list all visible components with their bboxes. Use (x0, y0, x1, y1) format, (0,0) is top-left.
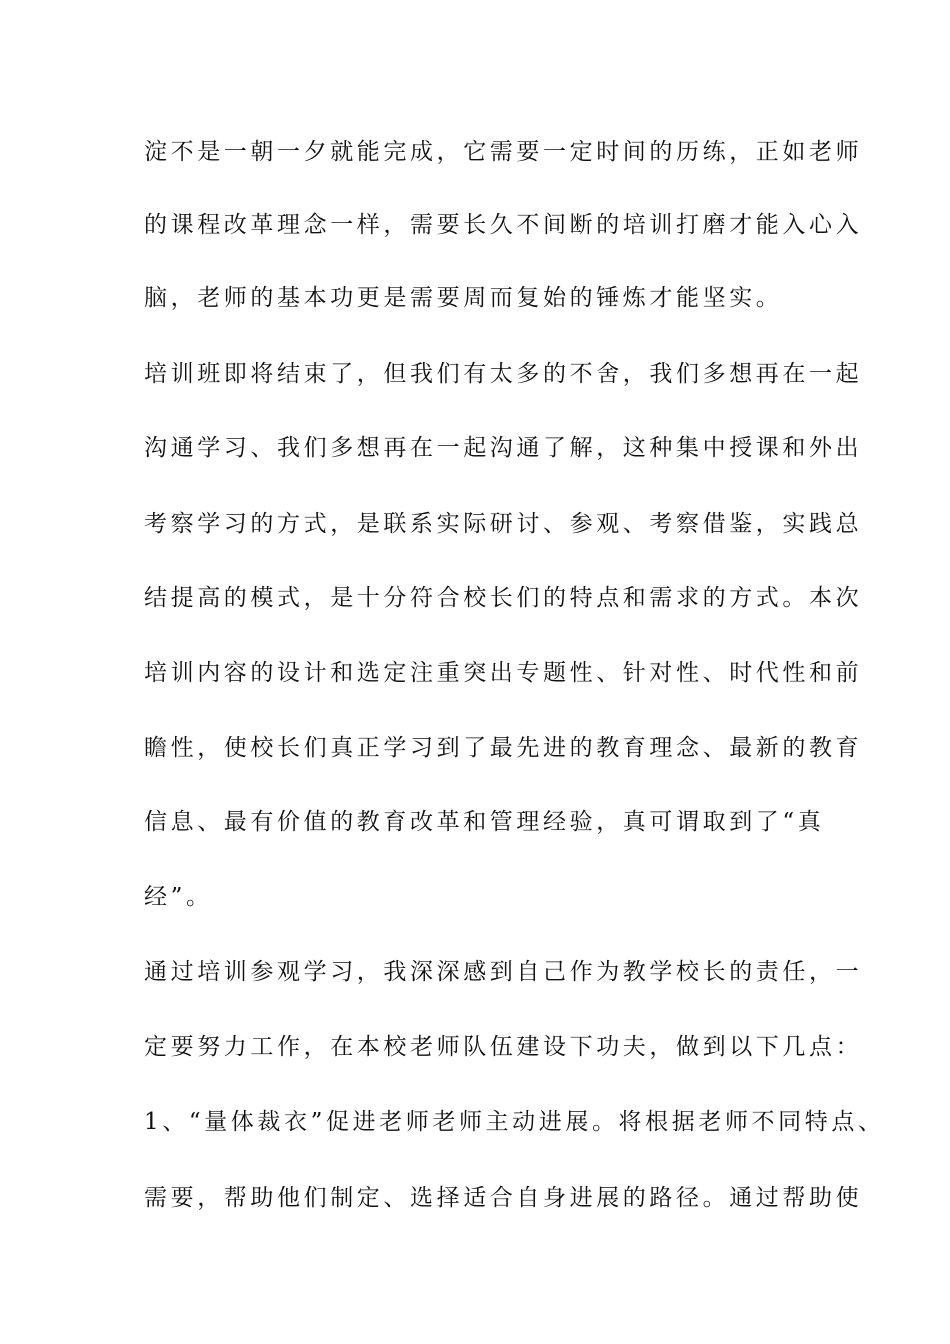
text-line: 需要，帮助他们制定、选择适合自身进展的路径。通过帮助使 (144, 1185, 863, 1211)
text-line: 培训班即将结束了，但我们有太多的不舍，我们多想再在一起 (144, 361, 863, 387)
text-line: 淀不是一朝一夕就能完成，它需要一定时间的历练，正如老师 (144, 139, 863, 165)
text-line: 沟通学习、我们多想再在一起沟通了解，这种集中授课和外出 (144, 435, 863, 461)
text-line: 结提高的模式，是十分符合校长们的特点和需求的方式。本次 (144, 585, 863, 611)
text-line: 经”。 (144, 884, 213, 910)
text-line: 1、“量体裁衣”促进老师老师主动进展。将根据老师不同特点、 (144, 1109, 885, 1135)
text-line: 瞻性，使校长们真正学习到了最先进的教育理念、最新的教育 (144, 735, 863, 761)
text-line: 信息、最有价值的教育改革和管理经验，真可谓取到了“真 (144, 809, 825, 835)
text-line: 培训内容的设计和选定注重突出专题性、针对性、时代性和前 (144, 660, 863, 686)
text-line: 定要努力工作，在本校老师队伍建设下功夫，做到以下几点： (144, 1034, 863, 1060)
text-line: 的课程改革理念一样，需要长久不间断的培训打磨才能入心入 (144, 212, 863, 238)
text-line: 脑，老师的基本功更是需要周而复始的锤炼才能坚实。 (144, 285, 783, 311)
text-line: 通过培训参观学习，我深深感到自己作为教学校长的责任，一 (144, 959, 863, 985)
text-line: 考察学习的方式，是联系实际研讨、参观、考察借鉴，实践总 (144, 511, 863, 537)
